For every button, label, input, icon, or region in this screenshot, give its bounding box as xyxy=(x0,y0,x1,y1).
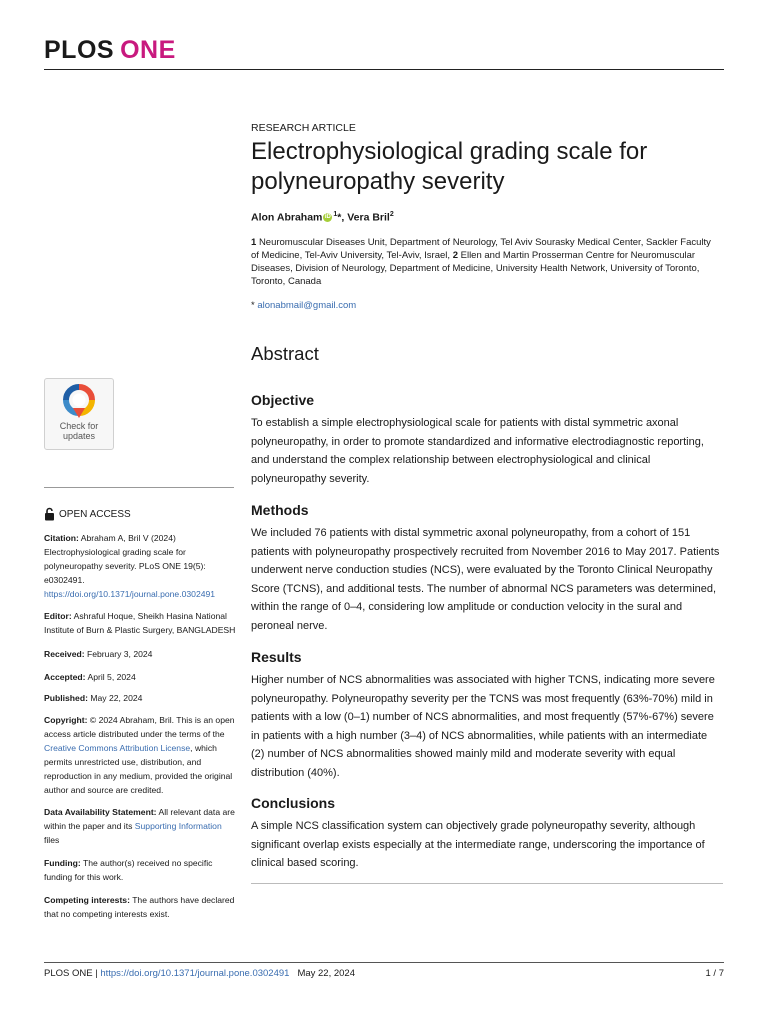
author-separator: , xyxy=(341,211,348,224)
license-link[interactable]: Creative Commons Attribution License xyxy=(44,743,191,753)
data-availability-text: files xyxy=(44,835,60,845)
open-access-label xyxy=(44,507,131,521)
badge-label xyxy=(45,421,113,441)
email-link[interactable]: alonabmail@gmail.com xyxy=(257,300,357,311)
editor-label: Editor: xyxy=(44,611,72,621)
published-date: May 22, 2024 xyxy=(90,693,143,703)
affil-text: Ellen and Martin Prosserman Centre for Neuromuscular Diseases, Division of Neurology, Department of Medicine, University Health Network, University of Toronto, Toronto, Canada xyxy=(251,250,700,287)
section-heading: Results xyxy=(251,649,302,665)
email-marker: * xyxy=(251,300,255,311)
received-block xyxy=(44,647,236,661)
section-heading: Conclusions xyxy=(251,795,336,811)
section-text: Higher number of NCS abnormalities was associated with higher TCNS, indicating more severe polyneuropathy. Polyneuropathy severity per the TCNS was most frequently (63%-70%) mild in patients with a low (0–1) number of NCS abnormalities, and most frequently (57%-67%) severe in patients with a high number (3–4) of NCS abnormalities, while patients with an intermediate (2) number of NCS abnormalities showed mainly mild and moderate severity with equal distribution (40%). xyxy=(251,674,715,779)
copyright-label: Copyright: xyxy=(44,715,88,725)
badge-line: updates xyxy=(62,431,96,441)
section-text: To establish a simple electrophysiological scale for patients with distal symmetric axonal polyneuropathy, in order to promote standardized and informative electrodiagnostic reporting, and understand the complex relationship between electrophysiological and clinical polyneuropathy severity. xyxy=(251,417,704,485)
received-date: February 3, 2024 xyxy=(87,649,153,659)
affil-text: Neuromuscular Diseases Unit, Department of Neurology, Tel Aviv Sourasky Medical Center, Sackler Faculty of Medicine, Tel-Aviv University, Tel-Aviv, Israel, xyxy=(251,237,711,261)
published-label: Published: xyxy=(44,693,88,703)
author-affil-sup: 2 xyxy=(389,211,394,218)
methods-section xyxy=(251,502,723,635)
funding-label: Funding: xyxy=(44,858,81,868)
accepted-label: Accepted: xyxy=(44,672,86,682)
footer-journal: PLOS ONE | xyxy=(44,968,98,979)
funding-block xyxy=(44,856,236,884)
open-access-text: OPEN ACCESS xyxy=(59,508,131,520)
citation-label: Citation: xyxy=(44,533,79,543)
citation-text: Abraham A, Bril V (2024) Electrophysiological grading scale for polyneuropathy severity. PLoS ONE 19(5): e0302491. xyxy=(44,533,206,585)
orcid-icon[interactable]: iD xyxy=(324,214,331,221)
sidebar-divider xyxy=(44,487,234,488)
crossmark-icon xyxy=(62,384,96,420)
corresponding-marker: * xyxy=(337,211,342,224)
author-name[interactable]: Vera Bril xyxy=(347,211,390,224)
affiliations xyxy=(251,236,721,288)
abstract-divider xyxy=(251,883,723,884)
section-heading: Objective xyxy=(251,392,315,408)
author-affil-sup: 1 xyxy=(333,211,338,218)
data-availability-label: Data Availability Statement: xyxy=(44,807,157,817)
copyright-block xyxy=(44,713,236,797)
copyright-text: © 2024 Abraham, Bril. This is an open access article distributed under the terms of the xyxy=(44,715,235,739)
copyright-text: , which permits unrestricted use, distribution, and reproduction in any medium, provided the original author and source are credited. xyxy=(44,743,233,795)
supporting-information-link[interactable]: Supporting Information xyxy=(134,821,222,831)
footer-divider xyxy=(44,962,724,963)
open-lock-icon xyxy=(44,507,55,521)
competing-interests-block xyxy=(44,893,236,921)
citation-doi-link[interactable]: https://doi.org/10.1371/journal.pone.0302491 xyxy=(44,589,216,599)
funding-text: The author(s) received no specific funding for this work. xyxy=(44,858,213,882)
logo-plos: PLOS xyxy=(44,36,115,64)
logo-one: ONE xyxy=(120,36,176,64)
author-name[interactable]: Alon Abraham xyxy=(251,211,323,224)
citation-block xyxy=(44,531,236,601)
article-type: RESEARCH ARTICLE xyxy=(251,122,356,134)
editor-block xyxy=(44,609,236,637)
article-title: Electrophysiological grading scale for polyneuropathy severity xyxy=(251,138,648,195)
corresponding-email xyxy=(251,300,356,311)
badge-line: Check for xyxy=(59,421,99,431)
data-availability-block xyxy=(44,805,236,847)
header-divider xyxy=(44,69,724,70)
footer-doi-link[interactable]: https://doi.org/10.1371/journal.pone.0302491 xyxy=(100,968,290,979)
results-section xyxy=(251,649,723,782)
published-block xyxy=(44,691,236,705)
check-for-updates-button[interactable] xyxy=(44,378,114,450)
section-text: We included 76 patients with distal symmetric axonal polyneuropathy, from a cohort of 151 patients with polyneuropathy prospectively recruited from November 2016 to May 2017. Patients underwent nerve conduction studies (NCS), were evaluated by the Toronto Clinical Neuropathy Score (TCNS), and additional tests. The number of abnormal NCS parameters was determined, within the range of 0–4, considering low amplitude or conduction velocity in the sural and peroneal nerve. xyxy=(251,527,720,632)
page-number: 1 / 7 xyxy=(705,968,724,979)
competing-interests-text: The authors have declared that no competing interests exist. xyxy=(44,895,235,919)
received-label: Received: xyxy=(44,649,85,659)
affil-number: 1 xyxy=(251,237,257,248)
section-heading: Methods xyxy=(251,502,309,518)
author-list xyxy=(251,211,394,224)
objective-section xyxy=(251,392,723,488)
journal-logo[interactable] xyxy=(44,36,176,65)
data-availability-text: All relevant data are within the paper and its xyxy=(44,807,235,831)
abstract-heading: Abstract xyxy=(251,343,319,364)
editor-text: Ashraful Hoque, Sheikh Hasina National Institute of Burn & Plastic Surgery, BANGLADESH xyxy=(44,611,236,635)
accepted-date: April 5, 2024 xyxy=(87,672,136,682)
competing-interests-label: Competing interests: xyxy=(44,895,130,905)
page-footer xyxy=(44,968,355,979)
accepted-block xyxy=(44,670,236,684)
conclusions-section xyxy=(251,795,723,873)
footer-date: May 22, 2024 xyxy=(297,968,356,979)
affil-number: 2 xyxy=(452,250,458,261)
section-text: A simple NCS classification system can objectively grade polyneuropathy severity, although significant overlap exists especially at the intermediate range, underscoring the importance of clinical based scoring. xyxy=(251,820,705,869)
